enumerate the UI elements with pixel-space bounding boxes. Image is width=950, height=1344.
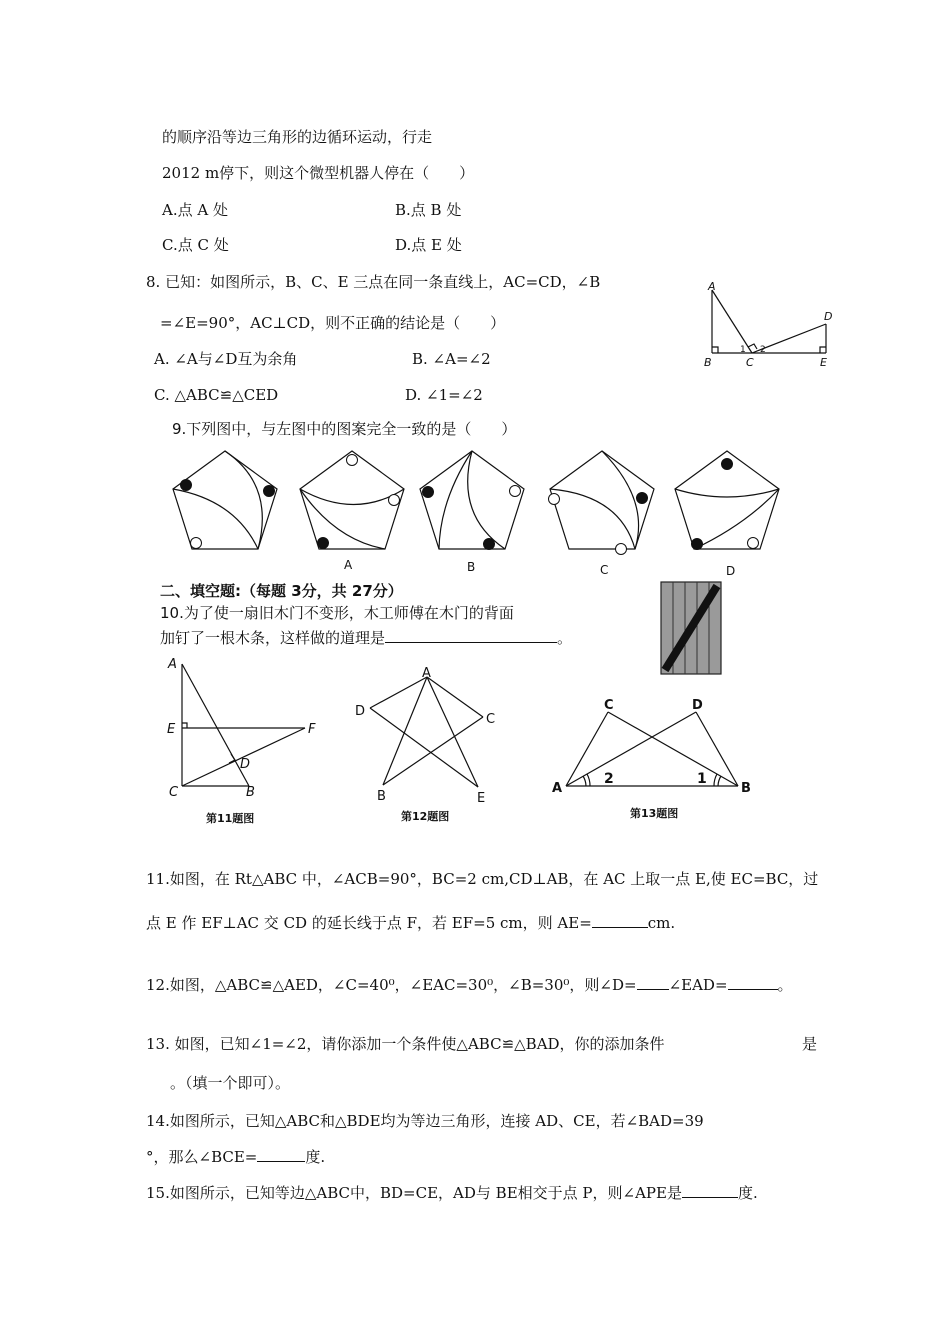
section-title: 二、填空题:（每题 3分，共 27分）	[160, 582, 403, 600]
q8-line2: =∠E=90°，AC⊥CD，则不正确的结论是（ ）	[160, 314, 506, 332]
fig11-caption: 第11题图	[206, 812, 255, 825]
q10-answer-blank[interactable]	[385, 626, 557, 643]
q12-line	[146, 973, 793, 995]
fig13-label-c: C	[604, 698, 614, 713]
q13-line1-end: 是	[802, 1035, 818, 1053]
q7-option-a: A.点 A 处	[162, 201, 228, 219]
q7-option-d: D.点 E 处	[395, 236, 462, 254]
q14-line1: 14.如图所示，已知△ABC和△BDE均为等边三角形，连接 AD、CE，若∠BAD=39	[146, 1112, 704, 1130]
q9-label-d: D	[726, 564, 736, 578]
q8-option-a: A. ∠A与∠D互为余角	[154, 350, 298, 368]
q8-line1: 8. 已知：如图所示，B、C、E 三点在同一条直线上，AC=CD，∠B	[146, 273, 601, 291]
fig11-label-b: B	[246, 785, 255, 800]
q11-line2-unit: cm.	[647, 914, 676, 932]
q14-line2	[146, 1145, 325, 1167]
q8-option-b: B. ∠A=∠2	[412, 350, 491, 368]
fig11-label-e: E	[167, 722, 176, 737]
q9-text: 9.下列图中，与左图中的图案完全一致的是（ ）	[172, 420, 517, 438]
q9-label-b: B	[467, 560, 476, 574]
q14-answer-blank[interactable]	[257, 1145, 305, 1162]
q8-fig-label-a: A	[708, 280, 716, 293]
q13-line1: 13. 如图，已知∠1=∠2，请你添加一个条件使△ABC≌△BAD，你的添加条件	[146, 1035, 665, 1053]
fig11	[160, 652, 330, 822]
q7-option-c: C.点 C 处	[162, 236, 229, 254]
fig13-label-a: A	[552, 781, 563, 796]
q9-label-c: C	[600, 563, 609, 577]
q12-text-c: 。	[777, 976, 793, 994]
q9-label-a: A	[344, 558, 353, 572]
fig12-label-a: A	[422, 666, 431, 681]
q14-line2-unit: 度.	[305, 1148, 326, 1166]
q8-fig-label-b: B	[704, 356, 712, 369]
fig13	[548, 695, 758, 805]
q12-text-a: 12.如图，△ABC≌△AED，∠C=40⁰，∠EAC=30⁰，∠B=30⁰，则∠D=	[146, 976, 637, 994]
q14-line2-text: °，那么∠BCE=	[146, 1148, 258, 1166]
door-figure	[661, 582, 721, 674]
q12-blank-ead[interactable]	[728, 973, 778, 990]
q15-answer-blank[interactable]	[682, 1181, 738, 1198]
q7-line1: 的顺序沿等边三角形的边循环运动，行走	[162, 128, 433, 146]
q11-line1: 11.如图，在 Rt△ABC 中，∠ACB=90°，BC=2 cm,CD⊥AB，在 AC 上取一点 E,使 EC=BC，过	[146, 870, 819, 888]
q8-figure	[700, 280, 840, 380]
q10-line1: 10.为了使一扇旧木门不变形，木工师傅在木门的背面	[160, 604, 514, 622]
q7-option-b: B.点 B 处	[395, 201, 462, 219]
fig12-caption: 第12题图	[401, 810, 450, 823]
q9-figures	[165, 445, 795, 578]
fig12-label-b: B	[377, 789, 386, 804]
q11-line2	[146, 911, 675, 933]
q8-fig-label-e: E	[820, 356, 827, 369]
q7-line2: 2012 m停下，则这个微型机器人停在（ ）	[162, 164, 475, 182]
q10-line2-text: 加钉了一根木条，这样做的道理是	[160, 629, 386, 647]
q8-fig-angle-2: 2	[760, 345, 766, 355]
fig12-label-d: D	[355, 704, 366, 719]
fig11-label-c: C	[169, 785, 179, 800]
q12-blank-d[interactable]	[637, 973, 669, 990]
fig13-caption: 第13题图	[630, 807, 679, 820]
fig12-label-e: E	[477, 791, 486, 806]
q15-line	[146, 1181, 758, 1203]
fig11-label-d: D	[240, 757, 251, 772]
q10-line2	[160, 626, 572, 648]
q15-text: 15.如图所示，已知等边△ABC中，BD=CE，AD与 BE相交于点 P，则∠APE是	[146, 1184, 682, 1202]
q8-option-d: D. ∠1=∠2	[405, 386, 483, 404]
fig13-angle-1: 1	[697, 771, 707, 787]
q11-line2-text: 点 E 作 EF⊥AC 交 CD 的延长线于点 F，若 EF=5 cm，则 AE=	[146, 914, 592, 932]
q8-fig-label-d: D	[824, 310, 833, 323]
fig12	[350, 665, 520, 825]
fig13-angle-2: 2	[604, 771, 614, 787]
q10-line2-end: 。	[557, 629, 573, 647]
fig11-label-f: F	[308, 722, 316, 737]
fig11-label-a: A	[168, 657, 177, 672]
fig12-label-c: C	[486, 712, 496, 727]
fig13-label-d: D	[692, 698, 703, 713]
q8-option-c: C. △ABC≌△CED	[154, 386, 279, 404]
q11-answer-blank[interactable]	[592, 911, 648, 928]
q12-text-b: ∠EAD=	[668, 976, 728, 994]
q8-fig-angle-1: 1	[740, 345, 746, 355]
q8-fig-label-c: C	[746, 356, 754, 369]
q15-unit: 度.	[737, 1184, 758, 1202]
q13-line2: 。（填一个即可）。	[170, 1074, 291, 1092]
fig13-label-b: B	[741, 781, 751, 796]
